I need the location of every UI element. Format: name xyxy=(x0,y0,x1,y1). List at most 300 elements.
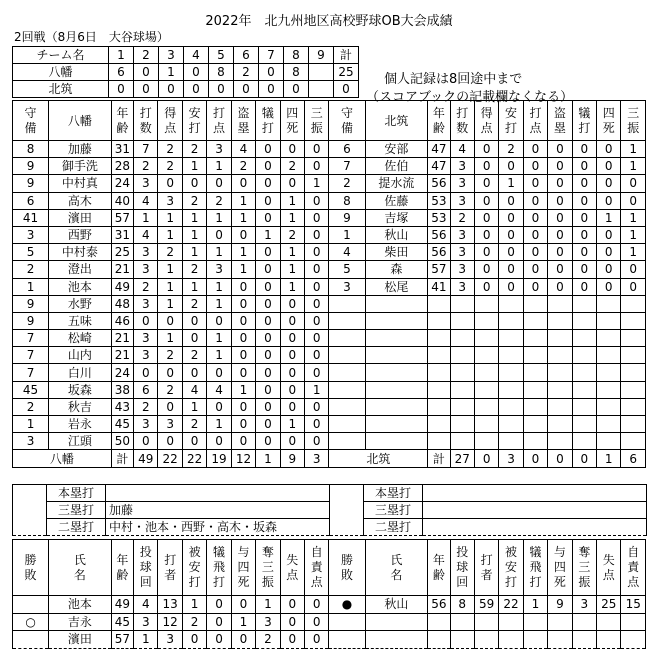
batter-stat: 1 xyxy=(621,141,646,158)
empty-cell xyxy=(621,631,646,649)
batter-row xyxy=(13,244,646,261)
blank-cell xyxy=(330,485,364,536)
batter-stat: 0 xyxy=(256,433,280,450)
batter-stat: 1 xyxy=(182,398,206,415)
batter-stat: 50 xyxy=(111,433,133,450)
pitcher-r: 0 xyxy=(280,631,304,649)
empty-cell xyxy=(450,312,474,329)
batter-stat: 0 xyxy=(621,261,646,278)
batter-name: 五味 xyxy=(49,312,112,329)
rbi-header: 打 点 xyxy=(523,101,547,141)
empty-cell xyxy=(499,295,523,312)
pitch-sf-header: 犠 飛 打 xyxy=(523,540,547,596)
batter-stat: 1 xyxy=(158,295,182,312)
batter-stat: 53 xyxy=(428,209,450,226)
batter-stat: 0 xyxy=(207,364,231,381)
empty-cell xyxy=(499,416,523,433)
pitch-r-header: 失 点 xyxy=(280,540,304,596)
batter-stat: 3 xyxy=(134,261,158,278)
batter-name: 白川 xyxy=(49,364,112,381)
empty-cell xyxy=(548,433,572,450)
inning-score: 0 xyxy=(134,64,159,81)
empty-cell xyxy=(621,398,646,415)
batter-pos: 2 xyxy=(13,261,49,278)
pitching-header-row xyxy=(13,540,646,596)
pitcher-h: 2 xyxy=(182,613,206,631)
pitcher-bb: 0 xyxy=(231,596,255,614)
note-line-1: 個人記録は8回途中まで xyxy=(384,72,523,87)
batter-stat: 0 xyxy=(280,398,304,415)
pitch-name-header: 氏 名 xyxy=(365,540,428,596)
empty-cell xyxy=(428,416,450,433)
inning-header: 3 xyxy=(159,47,184,64)
empty-cell xyxy=(450,433,474,450)
batter-stat: 0 xyxy=(256,398,280,415)
inning-header: 2 xyxy=(134,47,159,64)
pitcher-bf: 12 xyxy=(158,613,182,631)
batter-stat: 1 xyxy=(597,209,621,226)
ab-header: 打 数 xyxy=(134,101,158,141)
note-line-2: （スコアブックの記載欄なくなる） xyxy=(366,90,574,105)
batter-name: 安部 xyxy=(365,141,428,158)
batter-stat: 1 xyxy=(621,209,646,226)
empty-cell xyxy=(621,381,646,398)
inning-score: 2 xyxy=(234,64,259,81)
batter-stat: 0 xyxy=(523,158,547,175)
batter-stat: 0 xyxy=(523,192,547,209)
batter-stat: 2 xyxy=(134,398,158,415)
batter-stat: 0 xyxy=(256,347,280,364)
batter-stat: 0 xyxy=(305,364,329,381)
inning-score xyxy=(309,64,334,81)
batter-stat: 0 xyxy=(231,330,255,347)
inning-header: 9 xyxy=(309,47,334,64)
batter-stat: 1 xyxy=(305,381,329,398)
total-stat: 0 xyxy=(572,450,596,468)
batter-stat: 1 xyxy=(158,209,182,226)
pos-header: 守 備 xyxy=(329,101,365,141)
empty-cell xyxy=(548,364,572,381)
batter-stat: 0 xyxy=(207,312,231,329)
batter-stat: 3 xyxy=(450,261,474,278)
batter-stat: 1 xyxy=(280,209,304,226)
batter-stat: 0 xyxy=(305,416,329,433)
empty-cell xyxy=(572,295,596,312)
empty-cell xyxy=(572,312,596,329)
batter-stat: 0 xyxy=(474,141,498,158)
batter-row xyxy=(13,416,646,433)
batter-stat: 1 xyxy=(280,261,304,278)
blank-cell xyxy=(13,485,47,536)
empty-cell xyxy=(428,347,450,364)
ab-header: 打 数 xyxy=(450,101,474,141)
batter-stat: 46 xyxy=(111,312,133,329)
pitcher-row xyxy=(13,596,646,614)
batter-stat: 0 xyxy=(280,295,304,312)
batter-row xyxy=(13,398,646,415)
empty-cell xyxy=(499,312,523,329)
batter-stat: 3 xyxy=(158,416,182,433)
inning-score: 6 xyxy=(109,64,134,81)
hr-label: 本塁打 xyxy=(47,485,106,502)
pitcher-so: 1 xyxy=(256,596,280,614)
batter-row xyxy=(13,278,646,295)
empty-cell xyxy=(597,295,621,312)
batter-stat: 0 xyxy=(572,261,596,278)
batter-name: 松崎 xyxy=(49,330,112,347)
pitch-er-header: 自 責 点 xyxy=(621,540,646,596)
batter-stat: 4 xyxy=(207,381,231,398)
batter-pos: 7 xyxy=(329,158,365,175)
batter-stat: 0 xyxy=(474,158,498,175)
empty-cell xyxy=(548,295,572,312)
empty-cell xyxy=(523,398,547,415)
batter-stat: 1 xyxy=(280,244,304,261)
batting-table xyxy=(12,100,646,468)
batter-stat: 1 xyxy=(158,330,182,347)
total-score: 0 xyxy=(334,81,359,98)
batter-stat: 57 xyxy=(428,261,450,278)
empty-cell xyxy=(572,381,596,398)
batter-row xyxy=(13,347,646,364)
batter-stat: 1 xyxy=(207,295,231,312)
empty-cell xyxy=(523,433,547,450)
empty-cell xyxy=(548,631,572,649)
batter-pos: 9 xyxy=(13,312,49,329)
batter-stat: 0 xyxy=(305,209,329,226)
batter-stat: 0 xyxy=(621,192,646,209)
batter-stat: 0 xyxy=(231,398,255,415)
empty-cell xyxy=(474,295,498,312)
batter-stat: 47 xyxy=(428,158,450,175)
batter-stat: 0 xyxy=(182,175,206,192)
inning-score: 0 xyxy=(159,81,184,98)
empty-cell xyxy=(548,381,572,398)
batter-stat: 2 xyxy=(182,347,206,364)
hits-header: 安 打 xyxy=(182,101,206,141)
batter-stat: 0 xyxy=(572,244,596,261)
batter-pos: 7 xyxy=(13,330,49,347)
team-name: 北筑 xyxy=(13,81,109,98)
pitcher-ip: 8 xyxy=(450,596,474,614)
batter-name: 松尾 xyxy=(365,278,428,295)
batter-pos: 8 xyxy=(329,192,365,209)
batter-pos: 3 xyxy=(329,278,365,295)
batter-name: 柴田 xyxy=(365,244,428,261)
empty-cell xyxy=(621,295,646,312)
batter-stat: 0 xyxy=(597,244,621,261)
batter-stat: 0 xyxy=(572,175,596,192)
total-label: 計 xyxy=(111,450,133,468)
batter-name: 中村真 xyxy=(49,175,112,192)
batter-stat: 0 xyxy=(231,295,255,312)
pitcher-r: 25 xyxy=(597,596,621,614)
batter-stat: 25 xyxy=(111,244,133,261)
batter-stat: 3 xyxy=(134,330,158,347)
empty-cell xyxy=(474,631,498,649)
batter-stat: 24 xyxy=(111,175,133,192)
pitcher-h: 1 xyxy=(182,596,206,614)
empty-cell xyxy=(450,330,474,347)
inning-header: 6 xyxy=(234,47,259,64)
batter-stat: 2 xyxy=(158,141,182,158)
empty-cell xyxy=(329,295,365,312)
batter-stat: 0 xyxy=(158,312,182,329)
pitcher-bb: 1 xyxy=(231,613,255,631)
total-stat: 0 xyxy=(523,450,547,468)
yawata-double-players: 中村・池本・西野・高木・坂森 xyxy=(106,519,330,536)
batter-stat: 0 xyxy=(134,312,158,329)
batter-name: 澄出 xyxy=(49,261,112,278)
empty-cell xyxy=(329,330,365,347)
batter-stat: 0 xyxy=(182,330,206,347)
inning-header: 4 xyxy=(184,47,209,64)
empty-cell xyxy=(365,295,428,312)
batter-stat: 1 xyxy=(231,192,255,209)
total-label: 計 xyxy=(428,450,450,468)
empty-cell xyxy=(572,613,596,631)
batter-stat: 0 xyxy=(280,347,304,364)
empty-cell xyxy=(499,631,523,649)
empty-cell xyxy=(548,330,572,347)
pitcher-result xyxy=(13,631,49,649)
batter-stat: 0 xyxy=(256,158,280,175)
pitch-ip-header: 投 球 回 xyxy=(134,540,158,596)
batter-stat: 1 xyxy=(280,278,304,295)
batter-stat: 0 xyxy=(523,209,547,226)
extra-base-hits-table xyxy=(12,484,647,536)
batter-name: 坂森 xyxy=(49,381,112,398)
so-header: 三 振 xyxy=(305,101,329,141)
batter-stat: 0 xyxy=(572,141,596,158)
double-label: 二塁打 xyxy=(364,519,423,536)
empty-cell xyxy=(621,347,646,364)
batter-stat: 0 xyxy=(305,347,329,364)
batter-stat: 0 xyxy=(621,278,646,295)
pitcher-so: 3 xyxy=(256,613,280,631)
total-stat: 22 xyxy=(158,450,182,468)
batter-stat: 0 xyxy=(305,278,329,295)
empty-cell xyxy=(597,347,621,364)
batter-stat: 0 xyxy=(548,209,572,226)
empty-cell xyxy=(329,631,365,649)
batter-stat: 53 xyxy=(428,192,450,209)
batter-pos: 9 xyxy=(13,175,49,192)
empty-cell xyxy=(450,398,474,415)
runs-header: 得 点 xyxy=(474,101,498,141)
batter-stat: 3 xyxy=(158,192,182,209)
batter-stat: 3 xyxy=(450,158,474,175)
empty-cell xyxy=(597,631,621,649)
pitcher-name: 池本 xyxy=(49,596,112,614)
batter-stat: 0 xyxy=(474,209,498,226)
batter-stat: 0 xyxy=(182,433,206,450)
empty-cell xyxy=(572,398,596,415)
batter-stat: 0 xyxy=(597,226,621,243)
batter-name: 高木 xyxy=(49,192,112,209)
batter-stat: 0 xyxy=(158,433,182,450)
pitcher-sf: 0 xyxy=(207,631,231,649)
empty-cell xyxy=(450,613,474,631)
batter-stat: 0 xyxy=(548,261,572,278)
kitachiku-triple-players xyxy=(423,502,647,519)
batter-stat: 2 xyxy=(280,158,304,175)
pitcher-h: 0 xyxy=(182,631,206,649)
pitcher-bf: 3 xyxy=(158,631,182,649)
empty-cell xyxy=(548,613,572,631)
batter-stat: 4 xyxy=(231,141,255,158)
empty-cell xyxy=(523,330,547,347)
empty-cell xyxy=(474,312,498,329)
batter-stat: 1 xyxy=(207,244,231,261)
batter-stat: 0 xyxy=(548,158,572,175)
batter-stat: 0 xyxy=(280,433,304,450)
batter-stat: 0 xyxy=(548,278,572,295)
batter-stat: 57 xyxy=(111,209,133,226)
batter-stat: 0 xyxy=(523,278,547,295)
batter-stat: 0 xyxy=(548,192,572,209)
batter-stat: 0 xyxy=(548,141,572,158)
batter-stat: 45 xyxy=(111,416,133,433)
inning-score xyxy=(309,81,334,98)
batter-stat: 40 xyxy=(111,192,133,209)
batter-pos: 45 xyxy=(13,381,49,398)
inning-score: 0 xyxy=(259,64,284,81)
batter-stat: 0 xyxy=(305,330,329,347)
empty-cell xyxy=(548,398,572,415)
inning-score: 8 xyxy=(284,64,309,81)
empty-cell xyxy=(329,433,365,450)
batter-stat: 1 xyxy=(231,381,255,398)
total-stat: 0 xyxy=(548,450,572,468)
pitcher-so: 2 xyxy=(256,631,280,649)
pitcher-bb: 0 xyxy=(231,631,255,649)
empty-cell xyxy=(523,613,547,631)
pitcher-bf: 13 xyxy=(158,596,182,614)
batter-stat: 0 xyxy=(499,244,523,261)
batter-name: 池本 xyxy=(49,278,112,295)
batter-stat: 0 xyxy=(523,244,547,261)
empty-cell xyxy=(428,295,450,312)
pitching-table xyxy=(12,539,646,649)
inning-score: 0 xyxy=(109,81,134,98)
batter-stat: 0 xyxy=(523,175,547,192)
batter-stat: 0 xyxy=(134,364,158,381)
empty-cell xyxy=(474,330,498,347)
empty-cell xyxy=(597,364,621,381)
batter-stat: 3 xyxy=(134,244,158,261)
batter-stat: 2 xyxy=(207,192,231,209)
inning-score: 1 xyxy=(159,64,184,81)
batter-stat: 1 xyxy=(207,278,231,295)
batter-stat: 2 xyxy=(158,244,182,261)
batter-stat: 0 xyxy=(280,381,304,398)
batter-stat: 38 xyxy=(111,381,133,398)
pitcher-name: 吉永 xyxy=(49,613,112,631)
batter-stat: 3 xyxy=(134,175,158,192)
batter-stat: 1 xyxy=(207,330,231,347)
batter-stat: 0 xyxy=(572,226,596,243)
batter-pos: 3 xyxy=(13,433,49,450)
batting-total-row xyxy=(13,450,646,468)
batter-stat: 0 xyxy=(523,141,547,158)
batter-stat: 1 xyxy=(231,244,255,261)
pitch-sf-header: 犠 飛 打 xyxy=(207,540,231,596)
pitcher-sf: 0 xyxy=(207,613,231,631)
hr-label: 本塁打 xyxy=(364,485,423,502)
empty-cell xyxy=(474,398,498,415)
empty-cell xyxy=(365,347,428,364)
batter-pos: 4 xyxy=(329,244,365,261)
empty-cell xyxy=(428,631,450,649)
batter-stat: 7 xyxy=(134,141,158,158)
batter-stat: 0 xyxy=(597,192,621,209)
batter-stat: 21 xyxy=(111,330,133,347)
empty-cell xyxy=(450,295,474,312)
batter-stat: 21 xyxy=(111,347,133,364)
batter-stat: 0 xyxy=(256,141,280,158)
batter-pos: 6 xyxy=(13,192,49,209)
batter-stat: 4 xyxy=(182,381,206,398)
empty-cell xyxy=(523,295,547,312)
batter-stat: 0 xyxy=(207,175,231,192)
total-score: 25 xyxy=(334,64,359,81)
batter-stat: 3 xyxy=(134,416,158,433)
kitachiku-hr-players xyxy=(423,485,647,502)
empty-cell xyxy=(428,381,450,398)
batter-stat: 0 xyxy=(548,244,572,261)
empty-cell xyxy=(523,347,547,364)
extra-hit-row xyxy=(13,485,647,502)
batter-stat: 2 xyxy=(182,295,206,312)
batter-stat: 31 xyxy=(111,141,133,158)
batter-stat: 1 xyxy=(207,416,231,433)
pitcher-sf: 0 xyxy=(207,596,231,614)
batter-stat: 4 xyxy=(134,192,158,209)
inning-header: 5 xyxy=(209,47,234,64)
batter-stat: 47 xyxy=(428,141,450,158)
batter-stat: 56 xyxy=(428,226,450,243)
empty-cell xyxy=(450,416,474,433)
batter-stat: 48 xyxy=(111,295,133,312)
empty-cell xyxy=(329,613,365,631)
batter-stat: 0 xyxy=(256,209,280,226)
batter-stat: 0 xyxy=(256,416,280,433)
scoreboard-team-row xyxy=(13,64,359,81)
batter-stat: 0 xyxy=(499,226,523,243)
inning-score: 0 xyxy=(234,81,259,98)
batter-stat: 2 xyxy=(182,141,206,158)
batter-stat: 21 xyxy=(111,261,133,278)
batter-stat: 0 xyxy=(572,158,596,175)
batter-stat: 0 xyxy=(231,416,255,433)
batter-row xyxy=(13,192,646,209)
empty-cell xyxy=(450,347,474,364)
batter-pos: 5 xyxy=(329,261,365,278)
batter-pos: 1 xyxy=(13,416,49,433)
empty-cell xyxy=(450,631,474,649)
batter-pos: 1 xyxy=(13,278,49,295)
team-name: 八幡 xyxy=(13,64,109,81)
bb-header: 四 死 xyxy=(280,101,304,141)
empty-cell xyxy=(499,381,523,398)
batter-stat: 31 xyxy=(111,226,133,243)
empty-cell xyxy=(428,312,450,329)
batter-stat: 0 xyxy=(548,226,572,243)
runs-header: 得 点 xyxy=(158,101,182,141)
inning-header: 1 xyxy=(109,47,134,64)
pitcher-row xyxy=(13,613,646,631)
